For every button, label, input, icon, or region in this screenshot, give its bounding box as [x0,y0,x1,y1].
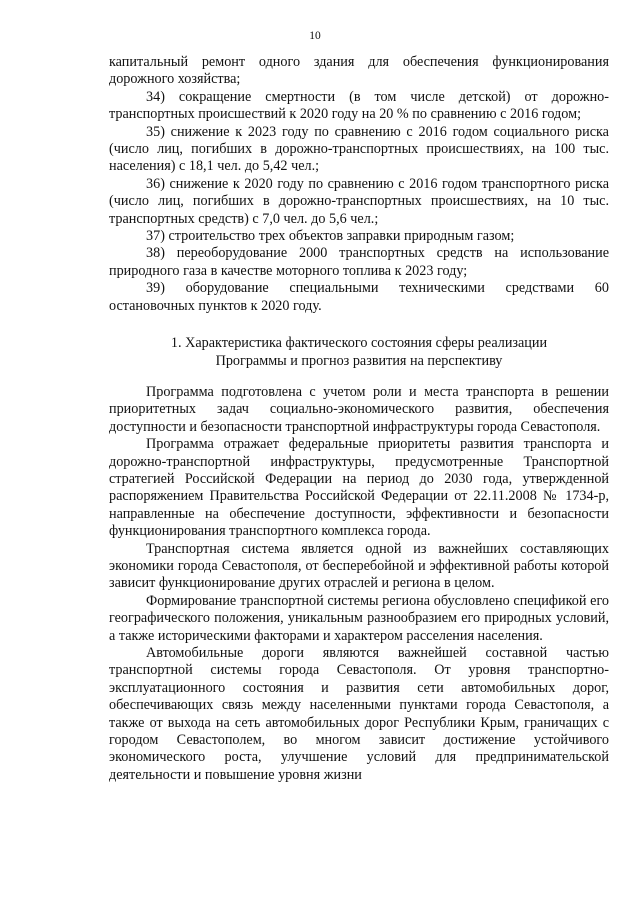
paragraph-program-prepared: Программа подготовлена с учетом роли и места транспорта в решении приоритетных задач социально-экономического развития, обеспечения доступности и безопасности транспортной инфраструктуры города Севастополя. [109,383,609,435]
list-item-38: 38) переоборудование 2000 транспортных средств на использование природного газа в качестве моторного топлива к 2023 году; [109,245,609,279]
list-item-36: 36) снижение к 2020 году по сравнению с 2016 годом транспортного риска (число лиц, погибших в дорожно-транспортных происшествиях, на 10 тыс. транспортных средств) с 7,0 чел. до 5,6 чел.; [109,175,609,227]
list-item-37: 37) строительство трех объектов заправки природным газом; [146,228,515,245]
list-item-35: 35) снижение к 2023 году по сравнению с 2016 годом социального риска (число лиц, погибших в дорожно-транспортных происшествиях, на 100 тыс. населения) с 18,1 чел. до 5,42 чел.; [109,123,609,175]
list-item-continuation: капитальный ремонт одного здания для обеспечения функционирования дорожного хозяйства; [109,54,609,88]
section-heading-line-2: Программы и прогноз развития на перспективу [215,352,503,369]
paragraph-federal-priorities: Программа отражает федеральные приоритеты развития транспорта и дорожно-транспортной инфраструктуры, предусмотренные Транспортной стратегией Российской Федерации на период до 2030 года, утвержденной распоряжением Правительства Российской Федерации от 22.11.2008 № 1734-р, направленные на обеспечение доступности, эффективности и безопасности функционирования транспортного комплекса города. [109,436,609,540]
section-heading [109,335,609,370]
paragraph-roads: Автомобильные дороги являются важнейшей составной частью транспортной системы города Севастополя. От уровня транспортно-эксплуатационного состояния и развития сети автомобильных дорог, обеспечивающих связь между населенными пунктами города Севастополя, а также от выхода на сеть автомобильных дорог Республики Крым, граничащих с городом Севастополем, во многом зависит достижение устойчивого экономического роста, улучшение условий для предпринимательской деятельности и повышение уровня жизни [109,645,609,783]
page-content [109,54,609,784]
page-number: 10 [309,30,321,42]
list-item-34: 34) сокращение смертности (в том числе детской) от дорожно-транспортных происшествий к 2020 году на 20 % по сравнению с 2016 годом; [109,88,609,123]
section-heading-line-1: 1. Характеристика фактического состояния сферы реализации [170,335,548,352]
paragraph-transport-system: Транспортная система является одной из важнейших составляющих экономики города Севастополя, от бесперебойной и эффективной работы которой зависит функционирование других отраслей и региона в целом. [109,540,609,592]
paragraph-formation: Формирование транспортной системы региона обусловлено спецификой его географического положения, уникальным разнообразием его природных условий, а также историческими факторами и характером расселения населения. [109,592,609,644]
list-item-39: 39) оборудование специальными техническими средствами 60 остановочных пунктов к 2020 году. [109,280,609,314]
